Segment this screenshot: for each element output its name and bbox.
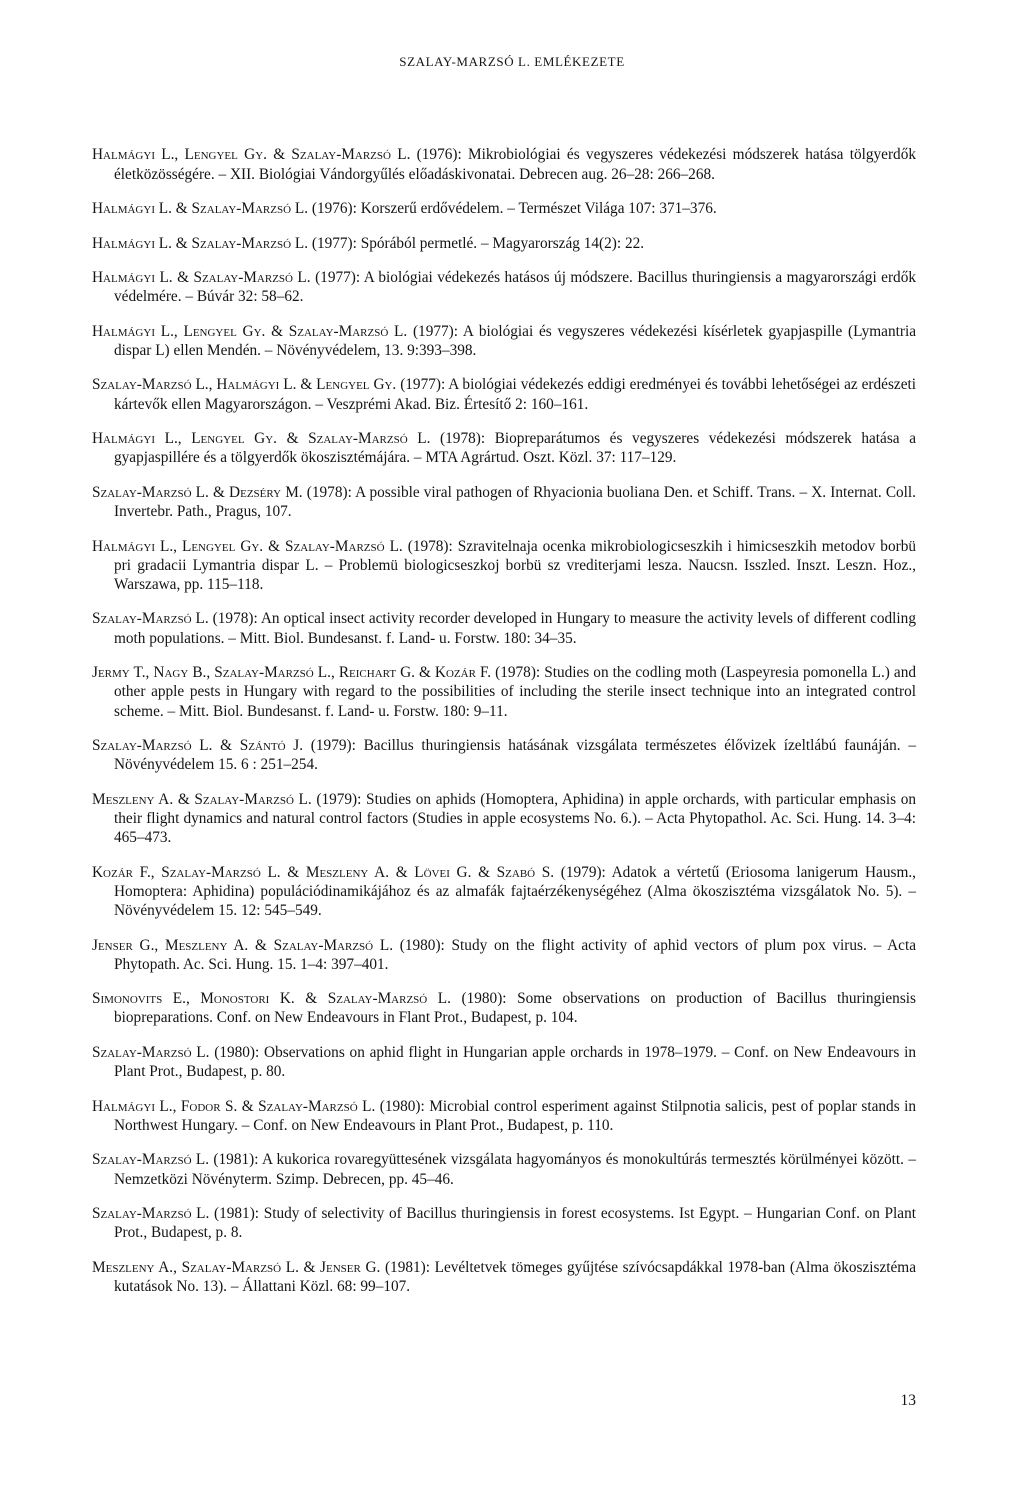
reference-entry [92, 483, 916, 521]
reference-entry [92, 145, 916, 183]
reference-entry [92, 863, 916, 921]
page-number: 13 [900, 1392, 916, 1409]
reference-text: (1977): Spórából permetlé. – Magyarország 14(2): 22. [308, 234, 645, 252]
reference-entry [92, 1204, 916, 1242]
reference-entry [92, 429, 916, 467]
reference-text: (1978): A possible viral pathogen of Rhyacionia buoliana Den. et Schiff. Trans. – X. Internat. Coll. Invertebr. Path., Pragus, 107. [114, 483, 917, 521]
reference-text: (1980): Microbial control esperiment against Stilpnotia salicis, pest of poplar stands in Northwest Hungary. – Conf. on New Endeavours in Plant Prot., Budapest, p. 110. [114, 1097, 916, 1134]
reference-entry [92, 199, 916, 218]
reference-authors: Szalay-Marzsó L. & Szántó J. [92, 737, 304, 755]
reference-entry [92, 1043, 916, 1081]
reference-authors: Halmágyi L., Lengyel Gy. & Szalay-Marzsó L. [92, 322, 408, 340]
reference-entry [92, 663, 916, 721]
reference-authors: Szalay-Marzsó L. [92, 1151, 210, 1169]
reference-entry [92, 234, 916, 253]
reference-text: (1979): Adatok a vértetű (Eriosoma lanigerum Hausm., Homoptera: Aphidina) populációdinamikájához és az almafák fajtaérzékenységéhez (Alma ökoszisztéma vizsgálatok No. 5). – Növényvédelem 15. 12: 545–549. [114, 863, 916, 920]
reference-text: (1980): Study on the flight activity of aphid vectors of plum pox virus. – Acta Phytopath. Ac. Sci. Hung. 15. 1–4: 397–401. [114, 936, 916, 973]
reference-text: (1981): Levéltetvek tömeges gyűjtése szívócsapdákkal 1978-ban (Alma ökoszisztéma kutatások No. 13). – Állattani Közl. 68: 99–107. [114, 1258, 916, 1295]
running-head: SZALAY-MARZSÓ L. EMLÉKEZETE [399, 54, 625, 69]
reference-text: (1979): Studies on aphids (Homoptera, Aphidina) in apple orchards, with particular emphasis on their flight dynamics and natural control factors (Studies in apple ecosystems No. 6.). – Acta Phytopathol. Ac. Sci. Hung. 14. 3–4: 465–473. [114, 790, 916, 847]
reference-authors: Halmágyi L., Lengyel Gy. & Szalay-Marzsó L. [92, 146, 411, 164]
reference-text: (1981): Study of selectivity of Bacillus thuringiensis in forest ecosystems. Ist Egypt. – Hungarian Conf. on Plant Prot., Budapest, p. 8. [114, 1205, 916, 1242]
reference-text: (1979): Bacillus thuringiensis hatásának vizsgálata természetes élővizek ízeltlábú faunáján. – Növényvédelem 15. 6 : 251–254. [114, 737, 916, 774]
reference-text: (1981): A kukorica rovaregyüttesének vizsgálata hagyományos és monokultúrás termesztés körülményei között. – Nemzetközi Növényterm. Szimp. Debrecen, pp. 45–46. [114, 1151, 916, 1188]
reference-authors: Szalay-Marzsó L. & Dezséry M. [92, 483, 303, 501]
reference-entry [92, 989, 916, 1027]
reference-text: (1977): A biológiai védekezés hatásos új módszere. Bacillus thuringiensis a magyarországi erdők védelmére. – Búvár 32: 58–62. [114, 269, 916, 306]
reference-authors: Szalay-Marzsó L. [92, 610, 209, 628]
reference-text: (1978): Studies on the codling moth (Laspeyresia pomonella L.) and other apple pests in Hungary with regard to the possibilities of including the sterile insect technique into an integrated control scheme. – Mitt. Biol. Bundesanst. f. Land- u. Forstw. 180: 9–11. [114, 664, 916, 720]
reference-entry [92, 736, 916, 774]
reference-authors: Meszleny A., Szalay-Marzsó L. & Jenser G. [92, 1258, 381, 1276]
reference-entry [92, 790, 916, 848]
reference-text: (1980): Observations on aphid flight in Hungarian apple orchards in 1978–1979. – Conf. on New Endeavours in Plant Prot., Budapest, p. 80. [114, 1043, 916, 1081]
reference-entry [92, 936, 916, 974]
reference-text: (1980): Some observations on production of Bacillus thuringiensis biopreparations. Conf. on New Endeavours in Flant Prot., Budapest, p. 104. [114, 990, 916, 1027]
reference-authors: Halmágyi L., Lengyel Gy. & Szalay-Marzsó L. [92, 537, 403, 555]
reference-text: (1978): Biopreparátumos és vegyszeres védekezési módszerek hatása a gyapjaspillére és a tölgyerdők ökoszisztémájára. – MTA Agrártud. Oszt. Közl. 37: 117–129. [114, 430, 916, 467]
reference-list [92, 130, 916, 1302]
reference-text: (1976): Korszerű erdővédelem. – Természet Világa 107: 371–376. [308, 200, 717, 217]
reference-text: (1978): An optical insect activity recorder developed in Hungary to measure the activity levels of different codling moth populations. – Mitt. Biol. Bundesanst. f. Land- u. Forstw. 180: 34–35. [114, 610, 916, 647]
reference-authors: Kozár F., Szalay-Marzsó L. & Meszleny A. & Lövei G. & Szabó S. [92, 863, 555, 881]
reference-text: (1976): Mikrobiológiai és vegyszeres védekezési módszerek hatása tölgyerdők életközösségére. – XII. Biológiai Vándorgyűlés előadáskivonatai. Debrecen aug. 26–28: 266–268. [114, 146, 916, 183]
reference-entry [92, 1097, 916, 1135]
reference-entry [92, 375, 916, 413]
reference-entry [92, 537, 916, 595]
reference-authors: Meszleny A. & Szalay-Marzsó L. [92, 790, 312, 808]
reference-entry [92, 268, 916, 306]
reference-authors: Halmágyi L., Fodor S. & Szalay-Marzsó L. [92, 1097, 376, 1115]
reference-authors: Jenser G., Meszleny A. & Szalay-Marzsó L. [92, 936, 394, 954]
reference-authors: Halmágyi L., Lengyel Gy. & Szalay-Marzsó L. [92, 430, 431, 448]
reference-text: (1978): Szravitelnaja ocenka mikrobiologicseszkih i himicseszkih metodov borbü pri gradacii Lymantria dispar L. – Problemü biologicseszkoj borbü sz vrediterjami lesza. Naucsn. Isszled. Inszt. Leszn. Hoz., Warszawa, pp. 115–118. [114, 537, 916, 593]
reference-text: (1977): A biológiai védekezés eddigi eredményei és további lehetőségei az erdészeti kártevők ellen Magyarországon. – Veszprémi Akad. Biz. Értesítő 2: 160–161. [114, 376, 916, 413]
reference-authors: Jermy T., Nagy B., Szalay-Marzsó L., Reichart G. & Kozár F. [92, 664, 492, 682]
reference-authors: Halmágyi L. & Szalay-Marzsó L. [92, 269, 311, 286]
reference-text: (1977): A biológiai és vegyszeres védekezési kísérletek gyapjaspille (Lymantria dispar L) ellen Mendén. – Növényvédelem, 13. 9:393–398. [114, 322, 916, 359]
reference-authors: Simonovits E., Monostori K. & Szalay-Marzsó L. [92, 990, 451, 1008]
reference-authors: Szalay-Marzsó L., Halmágyi L. & Lengyel Gy. [92, 376, 397, 394]
reference-authors: Halmágyi L. & Szalay-Marzsó L. [92, 234, 309, 252]
reference-authors: Halmágyi L. & Szalay-Marzsó L. [92, 200, 309, 217]
reference-entry [92, 1150, 916, 1188]
reference-authors: Szalay-Marzsó L. [92, 1205, 210, 1223]
reference-entry [92, 322, 916, 360]
reference-authors: Szalay-Marzsó L. [92, 1043, 210, 1061]
reference-entry [92, 609, 916, 647]
reference-entry [92, 1258, 916, 1296]
